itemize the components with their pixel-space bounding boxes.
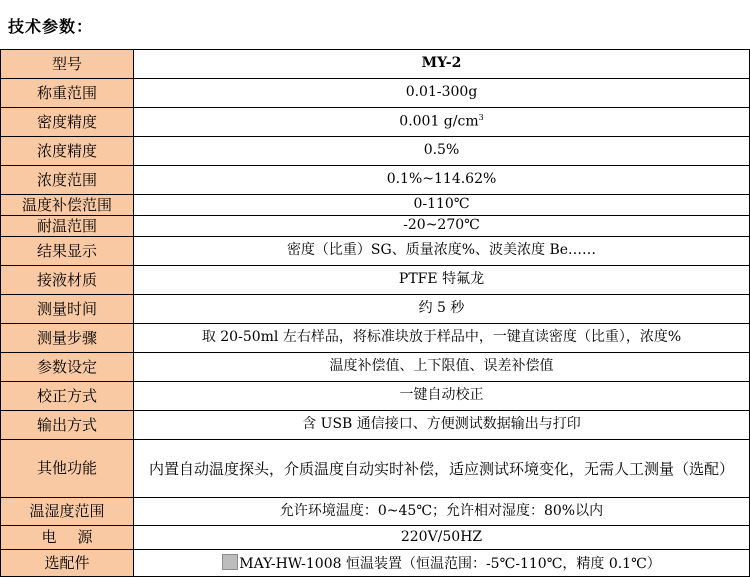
- table-row: [1, 526, 750, 550]
- row-label: 校正方式: [1, 382, 134, 411]
- table-row: [1, 108, 750, 137]
- row-value: 0.1%~114.62%: [134, 166, 750, 195]
- row-label: 结果显示: [1, 237, 134, 266]
- row-label: 密度精度: [1, 108, 134, 137]
- row-label-cell: [1, 526, 134, 550]
- row-label: 接液材质: [1, 266, 134, 295]
- row-value: 内置自动温度探头，介质温度自动实时补偿，适应测试环境变化，无需人工测量（选配）: [134, 440, 750, 498]
- row-label: 测量时间: [1, 295, 134, 324]
- section-heading: 技术参数：: [8, 17, 94, 36]
- row-value: 含 USB 通信接口、方便测试数据输出与打印: [134, 411, 750, 440]
- row-value: PTFE 特氟龙: [134, 266, 750, 295]
- row-label: 电源: [41, 528, 114, 547]
- row-label: 测量步骤: [1, 324, 134, 353]
- table-row: [1, 353, 750, 382]
- row-label: 温度补偿范围: [1, 195, 134, 216]
- table-row: [1, 50, 750, 79]
- row-value: 一键自动校正: [134, 382, 750, 411]
- table-row: [1, 498, 750, 526]
- table-row: [1, 266, 750, 295]
- spec-table: [0, 49, 750, 577]
- table-row: [1, 440, 750, 498]
- row-value-cell: [134, 550, 750, 577]
- checkbox-icon[interactable]: [222, 554, 238, 570]
- row-value: 约 5 秒: [134, 295, 750, 324]
- row-label: 称重范围: [1, 79, 134, 108]
- row-label: 温湿度范围: [1, 498, 134, 526]
- row-value: 0-110℃: [134, 195, 750, 216]
- row-value: 0.5%: [134, 137, 750, 166]
- table-row: [1, 411, 750, 440]
- row-label: 输出方式: [1, 411, 134, 440]
- row-value: 取 20-50ml 左右样品，将标准块放于样品中，一键直读密度（比重），浓度%: [134, 324, 750, 353]
- row-value: 密度（比重）SG、质量浓度%、波美浓度 Be……: [134, 237, 750, 266]
- row-value-cell: [134, 108, 750, 137]
- row-value: 0.01-300g: [134, 79, 750, 108]
- table-row: [1, 79, 750, 108]
- table-row: [1, 324, 750, 353]
- row-value: 0.001 g/cm: [399, 113, 479, 130]
- superscript: 3: [478, 112, 484, 122]
- row-label: 选配件: [1, 550, 134, 577]
- row-label: 浓度精度: [1, 137, 134, 166]
- row-value: 温度补偿值、上下限值、误差补偿值: [134, 353, 750, 382]
- table-row: [1, 195, 750, 216]
- row-label: 参数设定: [1, 353, 134, 382]
- row-value: MAY-HW-1008 恒温装置（恒温范围：-5℃-110℃，精度 0.1℃）: [239, 555, 661, 572]
- row-value: -20~270℃: [134, 216, 750, 237]
- table-row: [1, 216, 750, 237]
- table-row: [1, 550, 750, 577]
- table-row: [1, 295, 750, 324]
- row-label: 其他功能: [1, 440, 134, 498]
- row-value: 220V/50HZ: [134, 526, 750, 550]
- row-value: MY-2: [134, 50, 750, 79]
- table-row: [1, 137, 750, 166]
- row-label: 耐温范围: [1, 216, 134, 237]
- table-row: [1, 166, 750, 195]
- row-label: 浓度范围: [1, 166, 134, 195]
- table-row: [1, 237, 750, 266]
- table-row: [1, 382, 750, 411]
- row-value: 允许环境温度：0~45℃；允许相对湿度：80%以内: [134, 498, 750, 526]
- row-label: 型号: [1, 50, 134, 79]
